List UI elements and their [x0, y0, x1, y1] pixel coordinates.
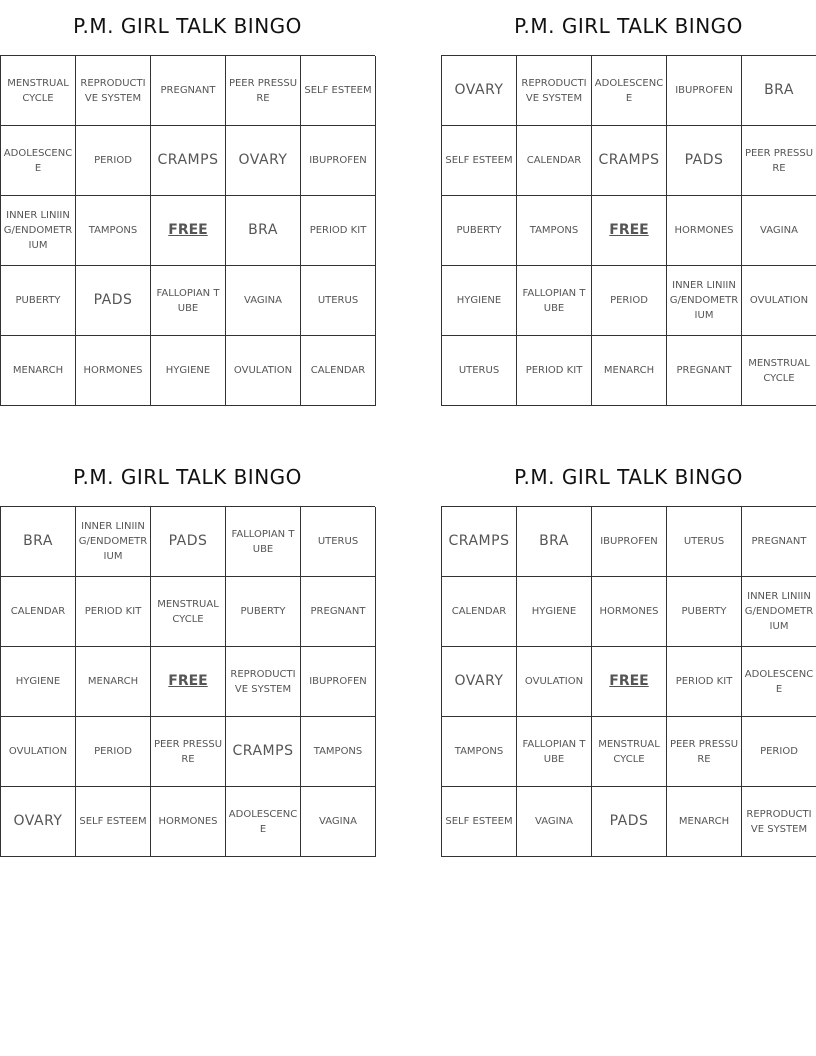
bingo-cell[interactable]: PERIOD KIT: [667, 647, 742, 717]
bingo-cell[interactable]: SELF ESTEEM: [442, 126, 517, 196]
bingo-cell[interactable]: UTERUS: [301, 266, 376, 336]
bingo-cell[interactable]: PEER PRESSURE: [226, 56, 301, 126]
bingo-cell[interactable]: INNER LINIING/ENDOMETRIUM: [1, 196, 76, 266]
bingo-cell[interactable]: FALLOPIAN TUBE: [226, 507, 301, 577]
bingo-cell[interactable]: OVARY: [442, 56, 517, 126]
bingo-cell[interactable]: PREGNANT: [742, 507, 816, 577]
bingo-cell[interactable]: PREGNANT: [151, 56, 226, 126]
bingo-cell[interactable]: MENSTRUAL CYCLE: [592, 717, 667, 787]
bingo-cell[interactable]: PADS: [667, 126, 742, 196]
bingo-cell[interactable]: VAGINA: [742, 196, 816, 266]
bingo-cell[interactable]: IBUPROFEN: [667, 56, 742, 126]
bingo-cell[interactable]: PUBERTY: [226, 577, 301, 647]
bingo-cell[interactable]: ADOLESCENCE: [592, 56, 667, 126]
bingo-cell[interactable]: BRA: [742, 56, 816, 126]
bingo-cell[interactable]: CALENDAR: [442, 577, 517, 647]
bingo-cell[interactable]: CALENDAR: [1, 577, 76, 647]
bingo-cell[interactable]: PERIOD KIT: [301, 196, 376, 266]
bingo-cell[interactable]: PADS: [592, 787, 667, 857]
bingo-cell[interactable]: CALENDAR: [517, 126, 592, 196]
bingo-cell[interactable]: OVULATION: [226, 336, 301, 406]
bingo-cell[interactable]: OVARY: [226, 126, 301, 196]
bingo-cell[interactable]: REPRODUCTIVE SYSTEM: [742, 787, 816, 857]
bingo-cell[interactable]: VAGINA: [517, 787, 592, 857]
bingo-cell[interactable]: FALLOPIAN TUBE: [517, 717, 592, 787]
bingo-cell[interactable]: PERIOD KIT: [76, 577, 151, 647]
bingo-cell[interactable]: PERIOD: [76, 126, 151, 196]
bingo-cell[interactable]: REPRODUCTIVE SYSTEM: [517, 56, 592, 126]
bingo-grid: [0, 55, 375, 406]
free-space-cell[interactable]: FREE: [592, 647, 667, 717]
bingo-cell[interactable]: PREGNANT: [667, 336, 742, 406]
bingo-cell[interactable]: MENARCH: [1, 336, 76, 406]
bingo-cell[interactable]: ADOLESCENCE: [1, 126, 76, 196]
bingo-cell[interactable]: HORMONES: [667, 196, 742, 266]
bingo-cell[interactable]: MENARCH: [76, 647, 151, 717]
bingo-cell[interactable]: INNER LINIING/ENDOMETRIUM: [76, 507, 151, 577]
bingo-cell[interactable]: INNER LINIING/ENDOMETRIUM: [667, 266, 742, 336]
bingo-cell[interactable]: PUBERTY: [1, 266, 76, 336]
bingo-cell[interactable]: PEER PRESSURE: [742, 126, 816, 196]
bingo-cell[interactable]: PREGNANT: [301, 577, 376, 647]
bingo-cell[interactable]: UTERUS: [442, 336, 517, 406]
bingo-cell[interactable]: HORMONES: [151, 787, 226, 857]
bingo-cell[interactable]: TAMPONS: [517, 196, 592, 266]
bingo-cell[interactable]: BRA: [1, 507, 76, 577]
bingo-cell[interactable]: TAMPONS: [76, 196, 151, 266]
card-title: P.M. GIRL TALK BINGO: [514, 465, 743, 489]
bingo-cell[interactable]: VAGINA: [301, 787, 376, 857]
bingo-cell[interactable]: PERIOD: [742, 717, 816, 787]
card-title: P.M. GIRL TALK BINGO: [514, 14, 743, 38]
bingo-cell[interactable]: REPRODUCTIVE SYSTEM: [226, 647, 301, 717]
bingo-cell[interactable]: ADOLESCENCE: [742, 647, 816, 717]
free-space-cell[interactable]: FREE: [592, 196, 667, 266]
bingo-cell[interactable]: OVARY: [1, 787, 76, 857]
bingo-cell[interactable]: HYGIENE: [1, 647, 76, 717]
bingo-cell[interactable]: PUBERTY: [667, 577, 742, 647]
bingo-cell[interactable]: OVULATION: [1, 717, 76, 787]
bingo-cell[interactable]: FALLOPIAN TUBE: [517, 266, 592, 336]
bingo-cell[interactable]: BRA: [517, 507, 592, 577]
bingo-cell[interactable]: IBUPROFEN: [301, 647, 376, 717]
bingo-cell[interactable]: MENARCH: [667, 787, 742, 857]
bingo-cell[interactable]: HORMONES: [76, 336, 151, 406]
bingo-grid: [441, 55, 816, 406]
bingo-cell[interactable]: OVULATION: [517, 647, 592, 717]
free-space-cell[interactable]: FREE: [151, 196, 226, 266]
bingo-cell[interactable]: CRAMPS: [151, 126, 226, 196]
bingo-cell[interactable]: IBUPROFEN: [592, 507, 667, 577]
bingo-grid: [0, 506, 375, 857]
bingo-cell[interactable]: UTERUS: [301, 507, 376, 577]
bingo-cell[interactable]: HYGIENE: [517, 577, 592, 647]
bingo-cell[interactable]: OVARY: [442, 647, 517, 717]
bingo-cell[interactable]: FALLOPIAN TUBE: [151, 266, 226, 336]
free-space-cell[interactable]: FREE: [151, 647, 226, 717]
bingo-cell[interactable]: TAMPONS: [442, 717, 517, 787]
card-title: P.M. GIRL TALK BINGO: [73, 465, 302, 489]
bingo-cell[interactable]: MENSTRUAL CYCLE: [742, 336, 816, 406]
bingo-cell[interactable]: CALENDAR: [301, 336, 376, 406]
bingo-cell[interactable]: PERIOD: [76, 717, 151, 787]
bingo-cell[interactable]: SELF ESTEEM: [301, 56, 376, 126]
bingo-cell[interactable]: CRAMPS: [442, 507, 517, 577]
bingo-cell[interactable]: PEER PRESSURE: [667, 717, 742, 787]
bingo-cell[interactable]: MENSTRUAL CYCLE: [1, 56, 76, 126]
bingo-cell[interactable]: INNER LINIING/ENDOMETRIUM: [742, 577, 816, 647]
bingo-cell[interactable]: PADS: [76, 266, 151, 336]
bingo-cell[interactable]: IBUPROFEN: [301, 126, 376, 196]
card-title: P.M. GIRL TALK BINGO: [73, 14, 302, 38]
bingo-cell[interactable]: HORMONES: [592, 577, 667, 647]
bingo-cell[interactable]: SELF ESTEEM: [442, 787, 517, 857]
bingo-cell[interactable]: PERIOD: [592, 266, 667, 336]
bingo-cell[interactable]: MENARCH: [592, 336, 667, 406]
bingo-cell[interactable]: REPRODUCTIVE SYSTEM: [76, 56, 151, 126]
bingo-cell[interactable]: HYGIENE: [151, 336, 226, 406]
bingo-grid: [441, 506, 816, 857]
bingo-cell[interactable]: ADOLESCENCE: [226, 787, 301, 857]
bingo-cell[interactable]: BRA: [226, 196, 301, 266]
bingo-cell[interactable]: PERIOD KIT: [517, 336, 592, 406]
bingo-cell[interactable]: OVULATION: [742, 266, 816, 336]
bingo-cell[interactable]: CRAMPS: [226, 717, 301, 787]
bingo-cell[interactable]: HYGIENE: [442, 266, 517, 336]
bingo-cell[interactable]: UTERUS: [667, 507, 742, 577]
bingo-cell[interactable]: SELF ESTEEM: [76, 787, 151, 857]
bingo-cell[interactable]: PADS: [151, 507, 226, 577]
bingo-cell[interactable]: PEER PRESSURE: [151, 717, 226, 787]
bingo-cell[interactable]: CRAMPS: [592, 126, 667, 196]
bingo-cell[interactable]: MENSTRUAL CYCLE: [151, 577, 226, 647]
bingo-cell[interactable]: VAGINA: [226, 266, 301, 336]
bingo-cell[interactable]: TAMPONS: [301, 717, 376, 787]
bingo-cell[interactable]: PUBERTY: [442, 196, 517, 266]
